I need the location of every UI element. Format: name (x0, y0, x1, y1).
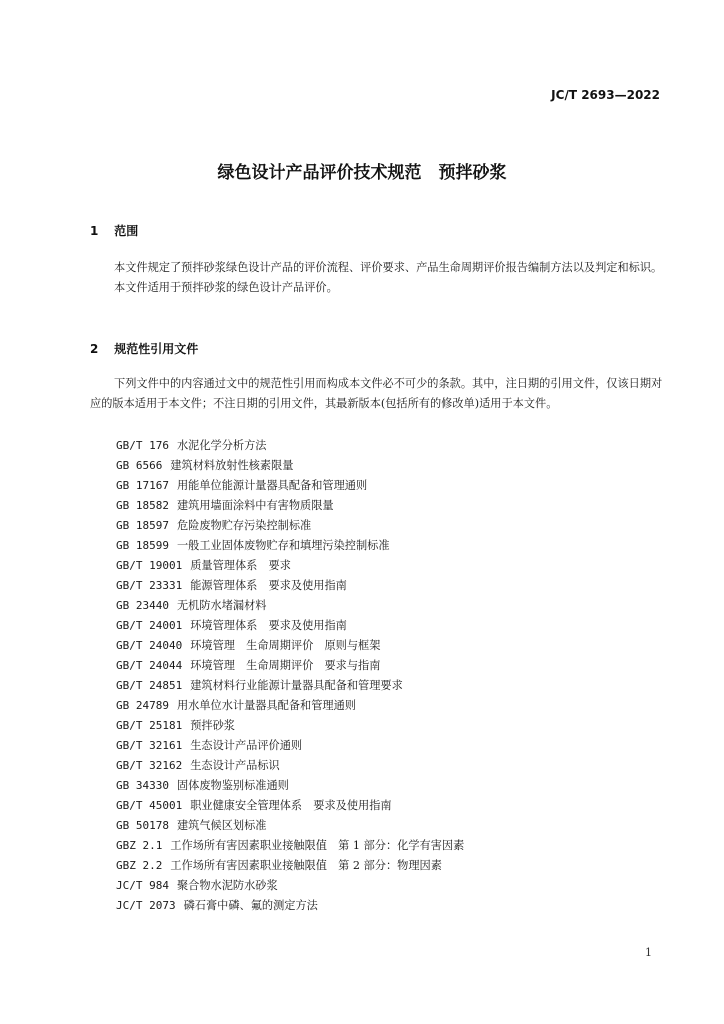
reference-item (116, 556, 464, 576)
reference-item (116, 636, 464, 656)
reference-item (116, 436, 464, 456)
reference-title: 建筑气候区划标准 (176, 819, 267, 832)
reference-item (116, 696, 464, 716)
reference-title: 聚合物水泥防水砂浆 (176, 879, 278, 892)
paragraph: 下列文件中的内容通过文中的规范性引用而构成本文件必不可少的条款。其中，注日期的引用文件，仅该日期对应的版本适用于本文件；不注日期的引用文件，其最新版本(包括所有的修改单)适用于本文件。 (90, 377, 663, 410)
reference-item (116, 876, 464, 896)
reference-title: 磷石膏中磷、氟的测定方法 (183, 899, 318, 912)
reference-item (116, 596, 464, 616)
section-title: 规范性引用文件 (114, 342, 199, 356)
reference-item (116, 676, 464, 696)
reference-item (116, 736, 464, 756)
reference-code: GB/T 19001 (116, 559, 183, 572)
reference-code: GB/T 24040 (116, 639, 183, 652)
reference-code: GB/T 32162 (116, 759, 183, 772)
reference-item (116, 536, 464, 556)
reference-item (116, 836, 464, 856)
section-number: 2 (90, 342, 99, 356)
reference-code: GB 50178 (116, 819, 169, 832)
reference-item (116, 456, 464, 476)
reference-title: 水泥化学分析方法 (176, 439, 267, 452)
reference-code: GB/T 176 (116, 439, 169, 452)
reference-item (116, 796, 464, 816)
reference-code: GB/T 25181 (116, 719, 183, 732)
reference-title: 建筑用墙面涂料中有害物质限量 (176, 499, 334, 512)
reference-title: 职业健康安全管理体系 要求及使用指南 (190, 799, 392, 812)
reference-item (116, 656, 464, 676)
reference-code: GB 23440 (116, 599, 169, 612)
reference-code: GB/T 32161 (116, 739, 183, 752)
reference-title: 建筑材料行业能源计量器具配备和管理要求 (190, 679, 403, 692)
reference-code: GB 17167 (116, 479, 169, 492)
section-1-heading (90, 222, 138, 239)
reference-title: 危险废物贮存污染控制标准 (176, 519, 312, 532)
reference-code: GB 18599 (116, 539, 169, 552)
reference-title: 无机防水堵漏材料 (176, 599, 267, 612)
reference-title: 用能单位能源计量器具配备和管理通则 (176, 479, 368, 492)
reference-code: GBZ 2.1 (116, 839, 163, 852)
reference-code: GB/T 23331 (116, 579, 183, 592)
reference-item (116, 516, 464, 536)
reference-item (116, 756, 464, 776)
reference-code: GB/T 45001 (116, 799, 183, 812)
reference-list (116, 436, 464, 916)
paragraph: 本文件适用于预拌砂浆的绿色设计产品评价。 (114, 281, 338, 294)
reference-item (116, 616, 464, 636)
reference-code: GB 6566 (116, 459, 163, 472)
reference-title: 环境管理 生命周期评价 原则与框架 (190, 639, 381, 652)
reference-code: GB 18582 (116, 499, 169, 512)
reference-code: JC/T 984 (116, 879, 169, 892)
reference-code: GB/T 24001 (116, 619, 183, 632)
reference-code: JC/T 2073 (116, 899, 176, 912)
reference-title: 生态设计产品标识 (190, 759, 280, 772)
document-code: JC/T 2693—2022 (551, 88, 660, 102)
reference-item (116, 576, 464, 596)
reference-title: 固体废物鉴别标准通则 (176, 779, 289, 792)
reference-title: 质量管理体系 要求 (190, 559, 291, 572)
document-title: 绿色设计产品评价技术规范 预拌砂浆 (217, 163, 507, 183)
section-2-intro (90, 374, 670, 414)
reference-item (116, 816, 464, 836)
paragraph: 本文件规定了预拌砂浆绿色设计产品的评价流程、评价要求、产品生命周期评价报告编制方法以及判定和标识。 (114, 261, 663, 274)
reference-item (116, 776, 464, 796)
reference-title: 生态设计产品评价通则 (190, 739, 303, 752)
reference-code: GB 18597 (116, 519, 169, 532)
reference-code: GBZ 2.2 (116, 859, 163, 872)
section-2-heading (90, 340, 198, 357)
reference-code: GB 34330 (116, 779, 169, 792)
reference-item (116, 856, 464, 876)
reference-title: 建筑材料放射性核素限量 (170, 459, 294, 472)
reference-title: 能源管理体系 要求及使用指南 (190, 579, 347, 592)
reference-item (116, 896, 464, 916)
reference-code: GB/T 24851 (116, 679, 183, 692)
reference-title: 环境管理 生命周期评价 要求与指南 (190, 659, 381, 672)
reference-title: 一般工业固体废物贮存和填埋污染控制标准 (176, 539, 390, 552)
page-number: 1 (645, 946, 652, 959)
section-number: 1 (90, 224, 99, 238)
reference-title: 用水单位水计量器具配备和管理通则 (176, 699, 356, 712)
reference-item (116, 716, 464, 736)
reference-title: 预拌砂浆 (190, 719, 235, 732)
reference-title: 工作场所有害因素职业接触限值 第 2 部分：物理因素 (170, 859, 442, 872)
section-title: 范围 (114, 224, 139, 238)
reference-title: 工作场所有害因素职业接触限值 第 1 部分：化学有害因素 (170, 839, 465, 852)
reference-item (116, 496, 464, 516)
reference-code: GB 24789 (116, 699, 169, 712)
reference-code: GB/T 24044 (116, 659, 183, 672)
reference-item (116, 476, 464, 496)
section-1-body (90, 258, 670, 298)
reference-title: 环境管理体系 要求及使用指南 (190, 619, 347, 632)
